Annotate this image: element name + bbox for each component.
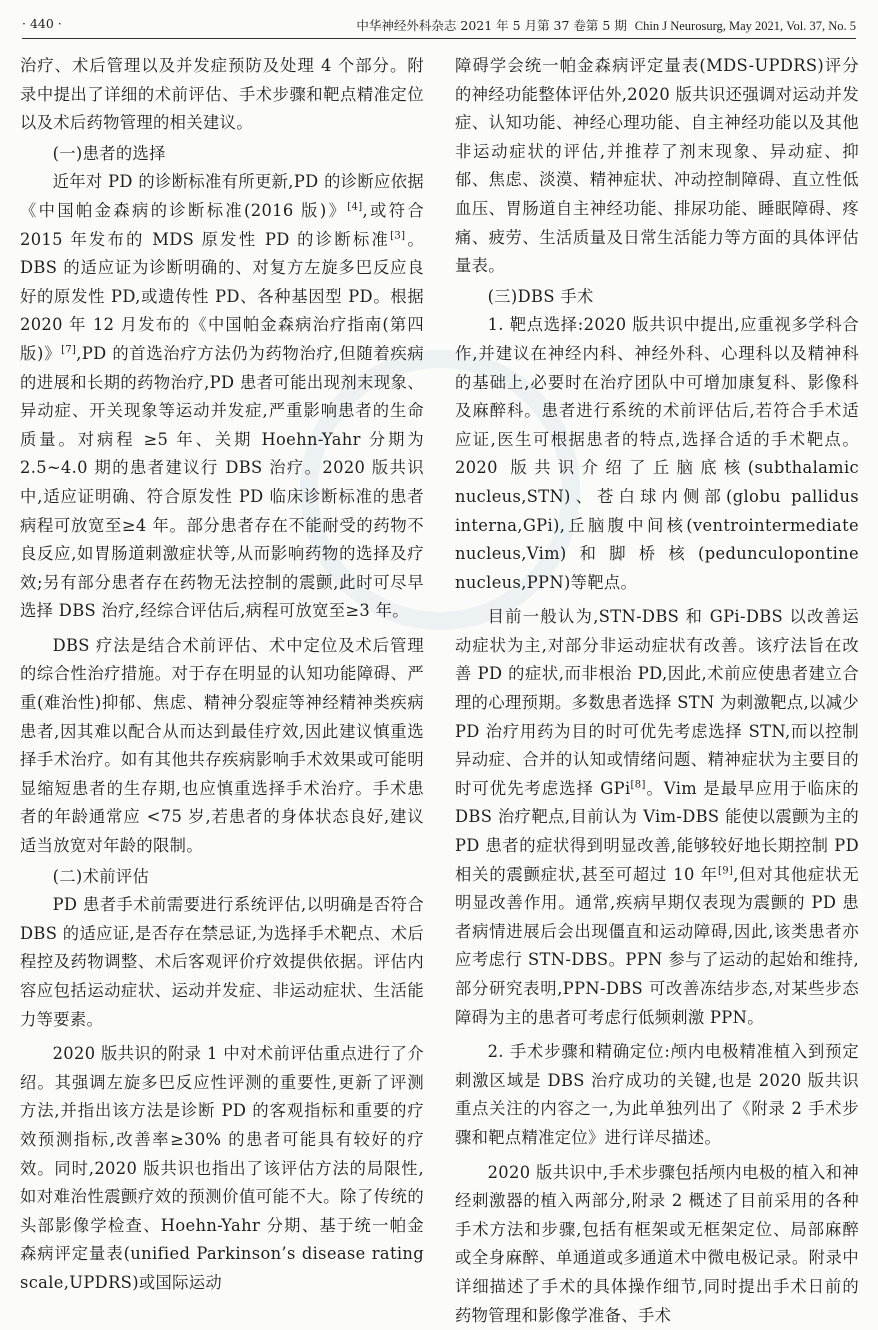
paragraph-text: PD 患者手术前需要进行系统评估,以明确是否符合 DBS 的适应证,是否存在禁忌证,为选择手术靶点、术后程控及药物调整、术后客观评价疗效提供依据。评估内容应包括运动症状、运动并发症、非运动症状、生活能力等要素。 <box>20 895 424 1029</box>
citation-ref: [3] <box>390 230 406 242</box>
body-paragraph <box>20 52 424 138</box>
citation-ref: [7] <box>61 344 77 356</box>
section-heading <box>20 140 424 169</box>
paragraph-text: (二)术前评估 <box>52 866 150 886</box>
paragraph-text: 治疗、术后管理以及并发症预防及处理 4 个部分。附录中提出了详细的术前评估、手术步骤和靶点精准定位以及术后药物管理的相关建议。 <box>20 56 424 133</box>
page-number: · 440 · <box>22 16 62 31</box>
left-column <box>20 52 424 1298</box>
citation-ref: [4] <box>347 201 363 213</box>
paragraph-text: (三)DBS 手术 <box>487 286 594 306</box>
body-paragraph <box>455 603 859 1032</box>
paragraph-text: 1. 靶点选择:2020 版共识中提出,应重视多学科合作,并建议在神经内科、神经外科、心理科以及精神科的基础上,必要时在治疗团队中可增加康复科、影像科及麻醉科。患者进行系统的术前评估后,若符合手术适应证,医生可根据患者的特点,选择合适的手术靶点。2020 版共识介绍了丘脑底核(subthalamic nucleus,STN)、苍白球内侧部(globu pallidus interna,GPi),丘脑腹中间核(ventrointermediate nucleus,Vim)和脚桥核(pedunculopontine nucleus,PPN)等靶点。 <box>455 315 859 592</box>
paragraph-text: DBS 疗法是结合术前评估、术中定位及术后管理的综合性治疗措施。对于存在明显的认知功能障碍、严重(难治性)抑郁、焦虑、精神分裂症等神经精神类疾病患者,因其难以配合从而达到最佳疗效,因此建议慎重选择手术治疗。如有其他共存疾病影响手术效果或可能明显缩短患者的生存期,也应慎重选择手术治疗。手术患者的年龄通常应 <75 岁,若患者的身体状态良好,建议适当放宽对年龄的限制。 <box>20 635 424 856</box>
body-paragraph <box>455 311 859 597</box>
body-paragraph <box>20 168 424 626</box>
section-heading <box>455 283 859 312</box>
paragraph-text: 。Vim 是最早应用于临床的 DBS 治疗靶点,目前认为 Vim-DBS 能使以震颤为主的 PD 患者的症状得到明显改善,能够较好地长期控制 PD 相关的震颤症状,甚至可超过 10 年 <box>455 778 859 884</box>
paragraph-text: 2020 版共识中,手术步骤包括颅内电极的植入和神经刺激器的植入两部分,附录 2 概述了目前采用的各种手术方法和步骤,包括有框架或无框架定位、局部麻醉或全身麻醉、单通道或多通道术中微电极记录。附录中详细描述了手术的具体操作细节,同时提出手术日前的药物管理和影像学准备、手术 <box>455 1162 859 1325</box>
paragraph-text: 近年对 PD 的诊断标准有所更新,PD 的诊断应依据《中国帕金森病的诊断标准(2016 版)》 <box>20 172 424 220</box>
journal-cn: 中华神经外科杂志 2021 年 5 月第 37 卷第 5 期 <box>356 18 627 33</box>
paragraph-text: 。DBS 的适应证为诊断明确的、对复方左旋多巴反应良好的原发性 PD,或遗传性 PD、各种基因型 PD。根据 2020 年 12 月发布的《中国帕金森病治疗指南(第四版)》 <box>20 229 424 363</box>
body-paragraph <box>20 1040 424 1297</box>
paragraph-text: 障碍学会统一帕金森病评定量表(MDS-UPDRS)评分的神经功能整体评估外,2020 版共识还强调对运动并发症、认知功能、神经心理功能、自主神经功能以及其他非运动症状的评估,并推荐了剂末现象、异动症、抑郁、焦虑、淡漠、精神症状、冲动控制障碍、直立性低血压、胃肠道自主神经功能、排尿功能、睡眠障碍、疼痛、疲劳、生活质量及日常生活能力等方面的具体评估量表。 <box>455 56 859 276</box>
right-column <box>455 52 859 1330</box>
paragraph-text: 2020 版共识的附录 1 中对术前评估重点进行了介绍。其强调左旋多巴反应性评测的重要性,更新了评测方法,并指出该方法是诊断 PD 的客观指标和重要的疗效预测指标,改善率≥30% 的患者可能具有较好的疗效。同时,2020 版共识也指出了该评估方法的局限性,如对难治性震颤疗效的预测价值可能不大。除了传统的头部影像学检查、Hoehn-Yahr 分期、基于统一帕金森病评定量表(unified Parkinson’s disease rating scale,UPDRS)或国际运动 <box>20 1044 424 1292</box>
body-paragraph <box>455 52 859 281</box>
body-paragraph <box>455 1038 859 1152</box>
citation-ref: [9] <box>717 865 734 877</box>
paragraph-text: ,但对其他症状无明显改善作用。通常,疾病早期仅表现为震颤的 PD 患者病情进展后会出现僵直和运动障碍,因此,该类患者亦应考虑行 STN-DBS。PPN 参与了运动的起始和维持,部分研究表明,PPN-DBS 可改善冻结步态,对某些步态障碍为主的患者可考虑行低频刺激 PPN。 <box>455 864 859 1027</box>
body-paragraph <box>20 632 424 861</box>
paragraph-text: ,或符合 2015 年发布的 MDS 原发性 PD 的诊断标准 <box>20 200 424 249</box>
paragraph-text: 2. 手术步骤和精确定位:颅内电极精准植入到预定刺激区域是 DBS 治疗成功的关键,也是 2020 版共识重点关注的内容之一,为此单独列出了《附录 2 手术步骤和靶点精准定位》进行详尽描述。 <box>455 1042 859 1147</box>
body-paragraph <box>455 1159 859 1330</box>
citation-ref: [8] <box>630 779 646 791</box>
paragraph-text: ,PD 的首选治疗方法仍为药物治疗,但随着疾病的进展和长期的药物治疗,PD 患者可能出现剂末现象、异动症、开关现象等运动并发症,严重影响患者的生命质量。对病程 ≥5 年、关期 Hoehn-Yahr 分期为 2.5~4.0 期的患者建议行 DBS 治疗。2020 版共识中,适应证明确、符合原发性 PD 临床诊断标准的患者病程可放宽至≥4 年。部分患者存在不能耐受的药物不良反应,如胃肠道刺激症状等,从而影响药物的选择及疗效;另有部分患者存在药物无法控制的震颤,此时可尽早选择 DBS 治疗,经综合评估后,病程可放宽至≥3 年。 <box>20 343 424 621</box>
journal-en: Chin J Neurosurg, May 2021, Vol. 37, No. 5 <box>634 19 856 33</box>
running-header <box>22 12 856 39</box>
journal-citation <box>356 16 856 34</box>
paragraph-text: (一)患者的选择 <box>52 143 166 163</box>
body-paragraph <box>20 891 424 1034</box>
paragraph-text: 目前一般认为,STN-DBS 和 GPi-DBS 以改善运动症状为主,对部分非运动症状有改善。该疗法旨在改善 PD 的症状,而非根治 PD,因此,术前应使患者建立合理的心理预期。多数患者选择 STN 为刺激靶点,以减少 PD 治疗用药为目的时可优先考虑选择 STN,而以控制异动症、合并的认知或情绪问题、精神症状为主要目的时可优先考虑选择 GPi <box>455 607 859 798</box>
section-heading <box>20 863 424 892</box>
